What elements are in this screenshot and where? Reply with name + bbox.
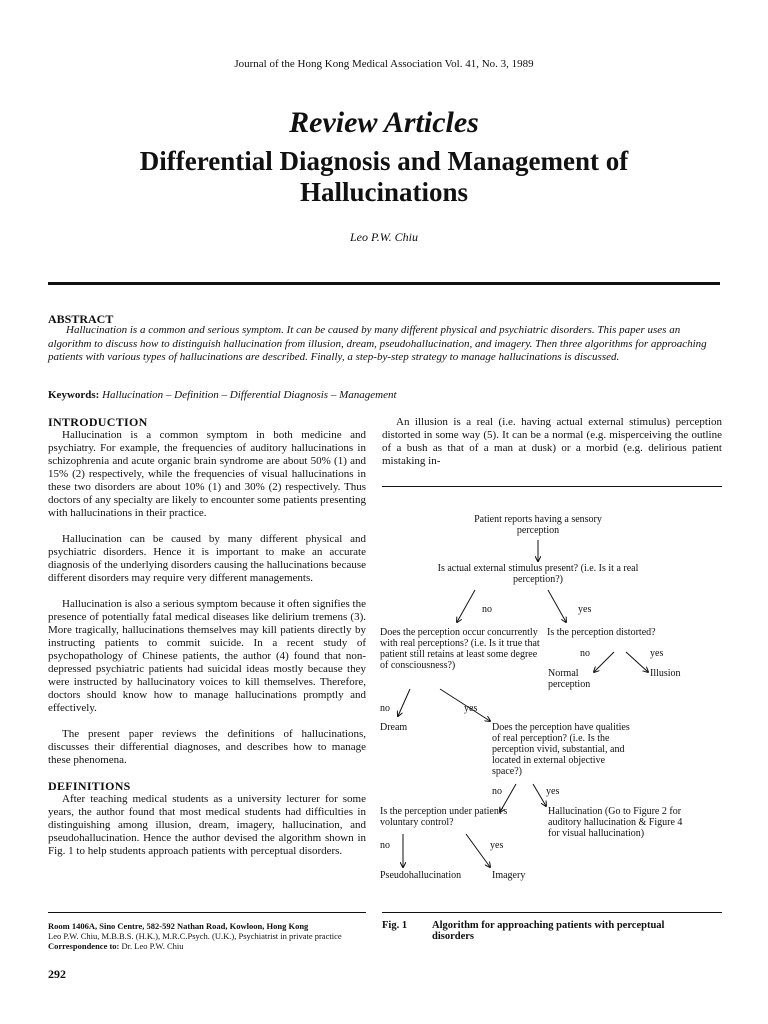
flow-q5-no-label: no	[380, 840, 390, 851]
figure-top-rule	[382, 486, 722, 487]
footnote-credentials: Leo P.W. Chiu, M.B.B.S. (H.K.), M.R.C.Psych. (U.K.), Psychiatrist in private practice	[48, 931, 342, 941]
figure-label: Fig. 1	[382, 920, 408, 931]
flow-q1-no-label: no	[482, 604, 492, 615]
arrow-q4-yes	[533, 784, 546, 806]
journal-citation: Journal of the Hong Kong Medical Association Vol. 41, No. 3, 1989	[234, 58, 534, 70]
abstract-heading: ABSTRACT	[48, 312, 114, 326]
intro-paragraph-1: Hallucination is a common symptom in both medicine and psychiatry. For example, the frequencies of auditory hallucinations in schizophrenia and acute organic brain syndrome are about 50% (1) and 15% (2) respectively, while the frequencies of visual hallucinations in these two disorders are about 10% (1) and 30% (2) respectively. Thus doctors of any specialty are likely to encounter some patients presenting with hallucinations in their practice.	[48, 429, 366, 519]
flow-pseudohallucination-node: Pseudohallucination	[380, 870, 462, 881]
flow-q3-no-label: no	[580, 648, 590, 659]
arrow-q1-yes	[548, 590, 566, 622]
arrow-q3-yes	[626, 652, 648, 672]
intro-heading: INTRODUCTION	[48, 415, 148, 429]
flow-q3-node: Is the perception distorted?	[547, 627, 656, 638]
definitions-heading: DEFINITIONS	[48, 779, 131, 793]
arrow-q5-yes	[466, 834, 490, 867]
flow-q3-yes-label: yes	[650, 648, 664, 659]
keywords-text: Hallucination – Definition – Differential Diagnosis – Management	[102, 389, 397, 401]
header-divider	[48, 282, 720, 285]
intro-paragraph-3: Hallucination is also a serious symptom because it often signifies the presence of potentially fatal medical diseases like delirium tremens (3). More tragically, hallucinations themselves may kill patients directly by instructing patients to commit suicide. In a recent study of psychopathology of Chinese patients, the author (4) found that non-depressed psychiatric patients had suicidal ideas mostly because they were instructed by hallucinatory voices to kill themselves. Therefore, doctors should know how to manage hallucinations promptly and effectively.	[48, 598, 366, 714]
illusion-paragraph: An illusion is a real (i.e. having actual external stimulus) perception distorted in some way (5). It can be a normal (e.g. misperceiving the outline of a bush as that of a man at dusk) or a morbid (e.g. delirious patient mistaking in-	[382, 416, 722, 467]
flow-q5-node: Is the perception under patient's voluntary control?	[380, 806, 508, 828]
flow-q5-yes-label: yes	[490, 840, 504, 851]
intro-paragraph-4: The present paper reviews the definitions of hallucinations, discusses their differential diagnoses, and describes how to manage these phenomena.	[48, 728, 366, 766]
footnote-correspondence-label: Correspondence to:	[48, 941, 120, 951]
figure-bottom-rule	[382, 912, 722, 913]
flow-imagery-node: Imagery	[492, 870, 526, 881]
flow-normal-node: Normal perception	[548, 668, 591, 690]
flow-hallucination-node: Hallucination (Go to Figure 2 for auditory hallucination & Figure 4 for visual hallucination)	[548, 806, 683, 839]
footnote-rule	[48, 912, 366, 913]
flow-q2-no-label: no	[380, 703, 390, 714]
definitions-paragraph-1: After teaching medical students as a university lecturer for some years, the author found that most medical students had difficulties in distinguishing among illusion, dream, imagery, hallucination, and pseudohallucination. Hence the author devised the algorithm shown in Fig. 1 to help students approach patients with perceptual disorders.	[48, 793, 366, 857]
flow-q4-no-label: no	[492, 786, 502, 797]
footnote-address: Room 1406A, Sino Centre, 582-592 Nathan Road, Kowloon, Hong Kong	[48, 921, 309, 931]
flow-q1-yes-label: yes	[578, 604, 592, 615]
keywords-label: Keywords:	[48, 389, 100, 401]
article-title: Differential Diagnosis and Management of Hallucinations	[139, 146, 629, 207]
intro-paragraph-2: Hallucination can be caused by many different physical and psychiatric disorders. Hence it is important to make an accurate diagnosis of the underlying disorders causing the hallucinations because different disorders may require very different managements.	[48, 533, 366, 584]
flow-q4-yes-label: yes	[546, 786, 560, 797]
flow-q2-yes-label: yes	[464, 703, 478, 714]
footnote-correspondence-name: Dr. Leo P.W. Chiu	[121, 941, 184, 951]
arrow-q2-no	[398, 689, 410, 716]
flow-dream-node: Dream	[380, 722, 408, 733]
footnote	[48, 921, 366, 951]
flow-q1-node: Is actual external stimulus present? (i.e. Is it a real perception?)	[437, 563, 639, 585]
arrow-q1-no	[457, 590, 475, 622]
right-column	[382, 416, 722, 468]
flow-q2-node: Does the perception occur concurrently with real perceptions? (i.e. Is it true that patient still retains at least some degree of consciousness?)	[380, 627, 540, 671]
article-author: Leo P.W. Chiu	[349, 230, 418, 244]
flow-start-node: Patient reports having a sensory perception	[474, 514, 602, 536]
left-column	[48, 416, 366, 858]
figure-caption	[382, 920, 722, 942]
flow-q4-node: Does the perception have qualities of real perception? (i.e. Is the perception vivid, substantial, and located in external objective space?)	[492, 722, 630, 777]
section-heading: Review Articles	[289, 106, 479, 139]
figure-caption-text: Algorithm for approaching patients with perceptual disorders	[432, 920, 665, 942]
keywords	[48, 389, 726, 401]
flow-illusion-node: Illusion	[650, 668, 681, 679]
abstract-text: Hallucination is a common and serious symptom. It can be caused by many different physical and psychiatric disorders. This paper uses an algorithm to discuss how to distinguish hallucination from illusion, dream, pseudohallucination, and imagery. Then three algorithms for approaching patients with various types of hallucinations are described. Finally, a step-by-step strategy to manage hallucinations is discussed.	[48, 324, 707, 363]
page-number: 292	[48, 967, 66, 981]
